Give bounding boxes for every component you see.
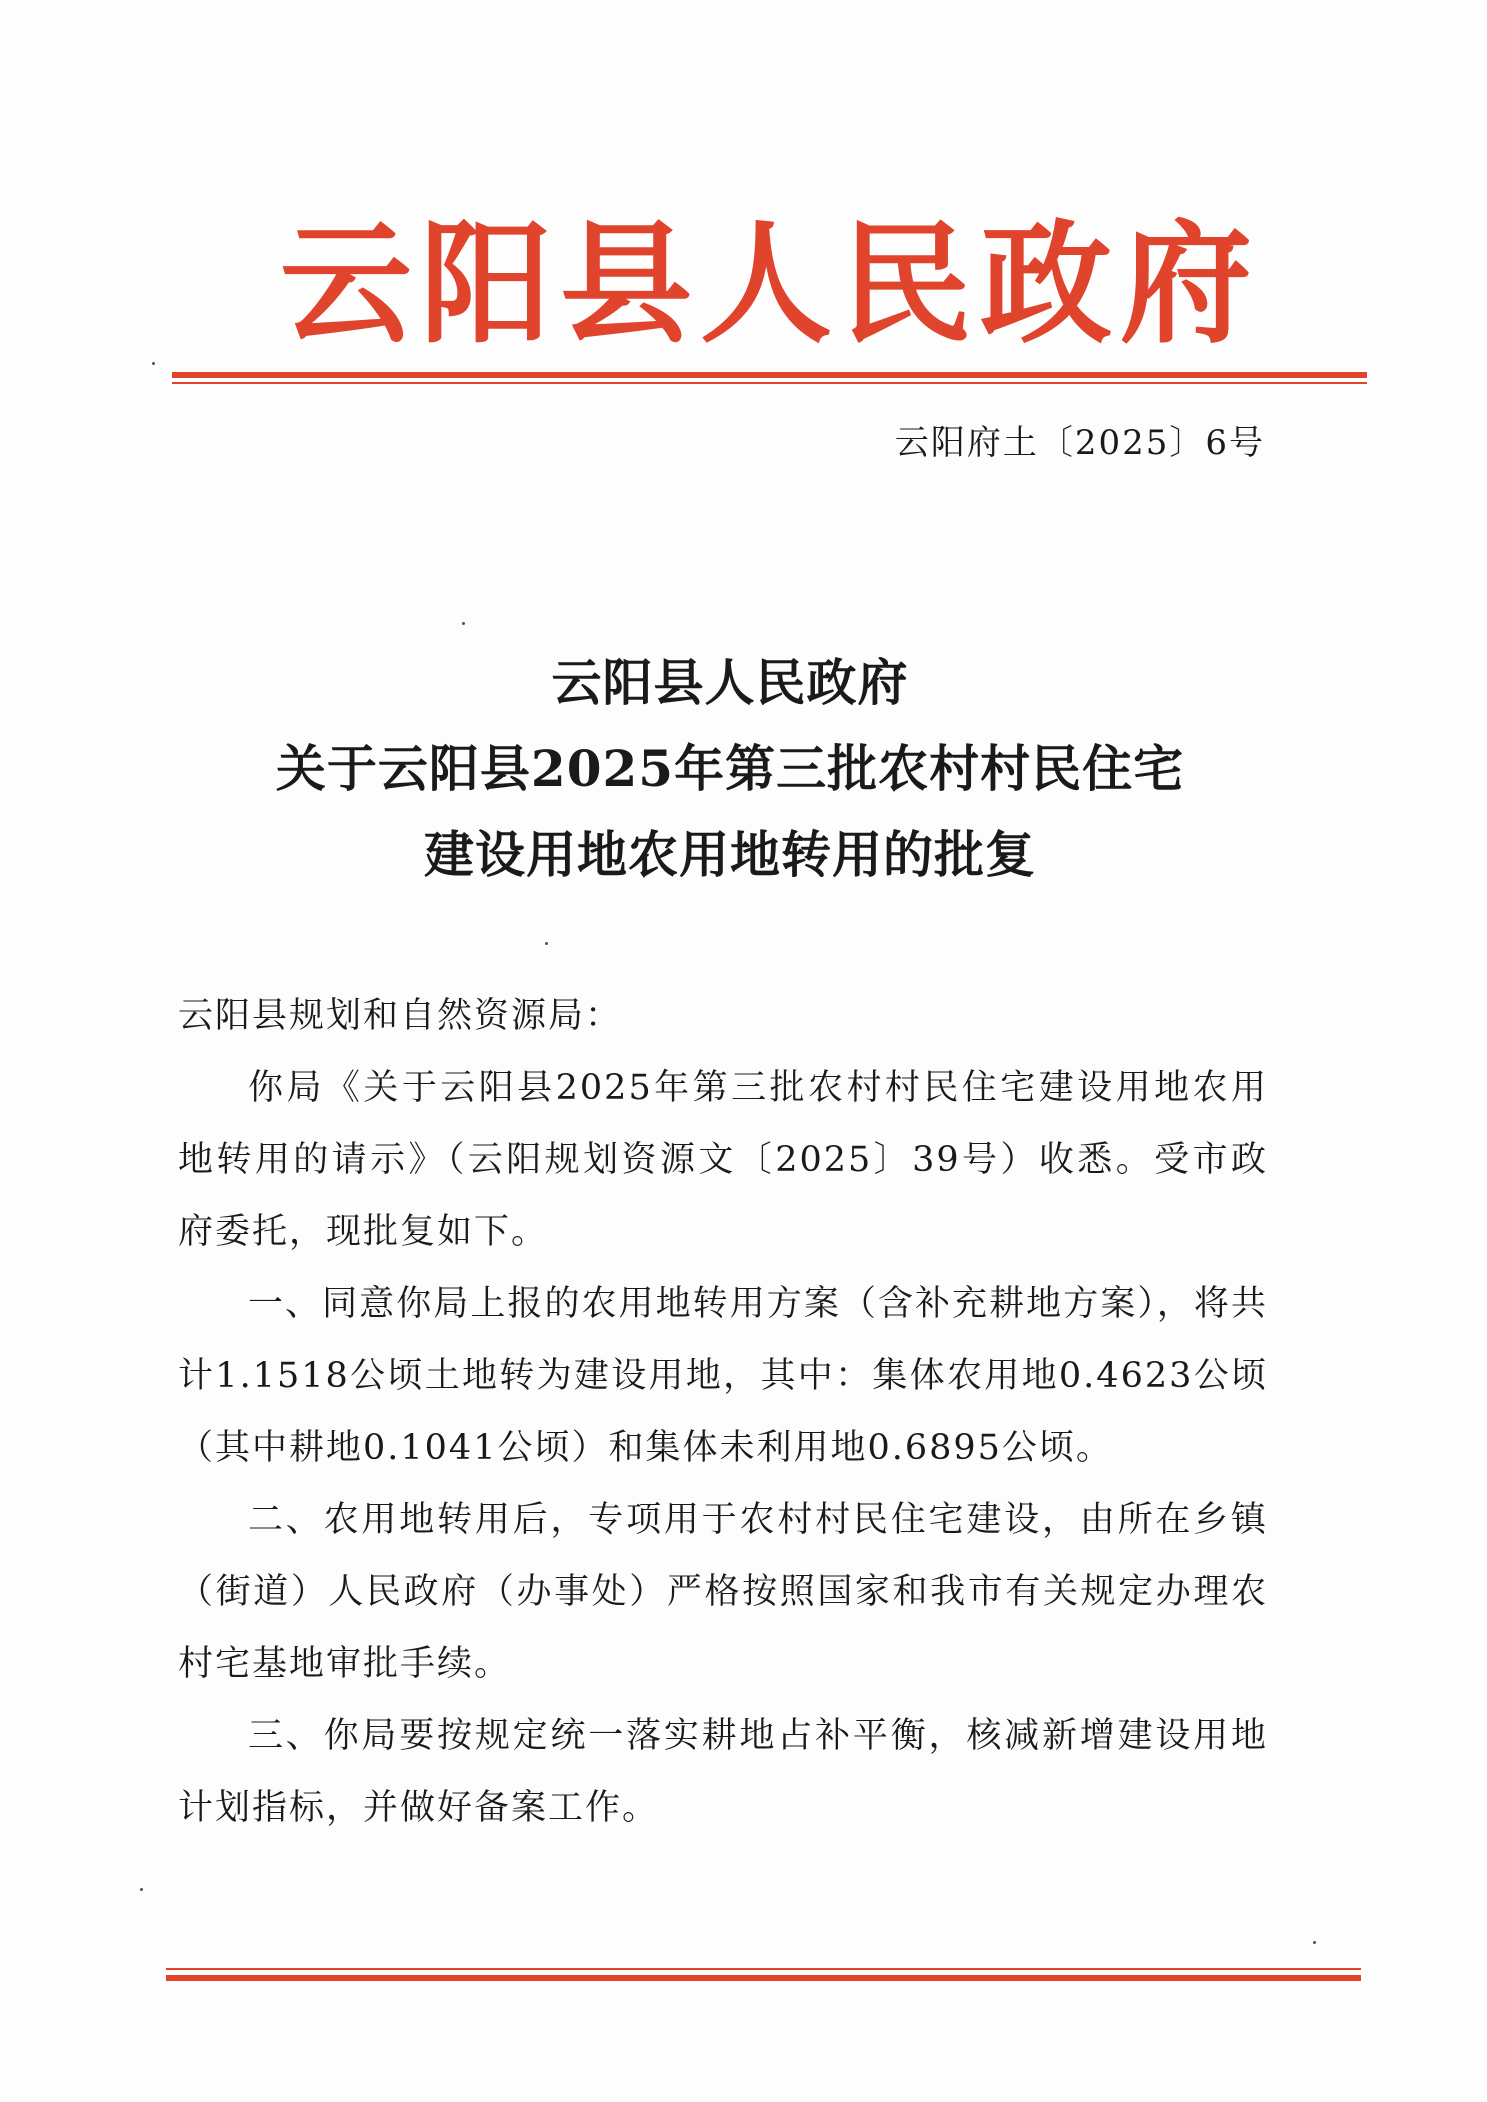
scan-speck bbox=[1313, 1941, 1316, 1944]
footer-rule-thin bbox=[166, 1968, 1361, 1970]
title-line-2: 关于云阳县2025年第三批农村村民住宅 bbox=[275, 739, 1185, 798]
paragraph-item-1: 一、同意你局上报的农用地转用方案（含补充耕地方案），将共计1.1518公顷土地转为建设用地，其中：集体农用地0.4623公顷（其中耕地0.1041公顷）和集体未利用地0.6895公顷。 bbox=[178, 1284, 1268, 1468]
paragraph-item-3: 三、你局要按规定统一落实耕地占补平衡，核减新增建设用地计划指标，并做好备案工作。 bbox=[178, 1716, 1268, 1828]
scan-speck bbox=[462, 622, 465, 625]
document-body bbox=[178, 980, 1268, 1844]
document-number: 云阳府土〔2025〕6号 bbox=[894, 423, 1265, 463]
paragraph-item-2: 二、农用地转用后，专项用于农村村民住宅建设，由所在乡镇（街道）人民政府（办事处）严格按照国家和我市有关规定办理农村宅基地审批手续。 bbox=[178, 1500, 1268, 1684]
masthead-rule-thick bbox=[172, 372, 1367, 378]
footer-rule-thick bbox=[166, 1975, 1361, 1981]
addressee: 云阳县规划和自然资源局： bbox=[178, 996, 623, 1036]
scan-speck bbox=[140, 1888, 143, 1891]
paragraph-intro: 你局《关于云阳县2025年第三批农村村民住宅建设用地农用地转用的请示》（云阳规划资源文〔2025〕39号）收悉。受市政府委托，现批复如下。 bbox=[178, 1068, 1268, 1252]
masthead-rule-thin bbox=[172, 382, 1367, 384]
scan-speck bbox=[545, 942, 548, 945]
scan-speck bbox=[152, 362, 155, 365]
title-line-3: 建设用地农用地转用的批复 bbox=[424, 825, 1036, 884]
masthead-title: 云阳县人民政府 bbox=[280, 207, 1260, 362]
title-line-1: 云阳县人民政府 bbox=[551, 653, 909, 712]
document-title bbox=[160, 640, 1300, 898]
